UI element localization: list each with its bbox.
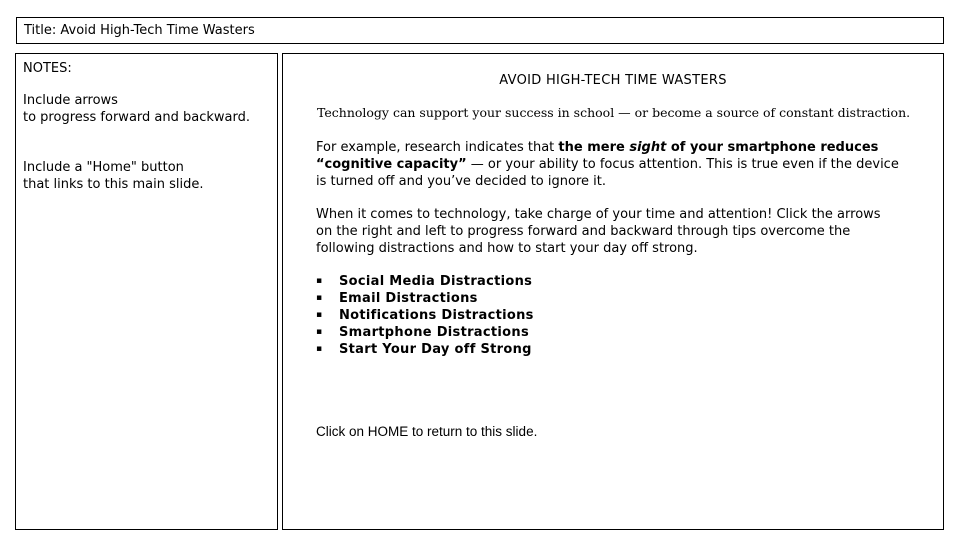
intro-text: Technology can support your success in school — or become a source of constant distraction. — [317, 105, 911, 120]
list-item: ▪ Start Your Day off Strong — [316, 342, 532, 357]
note-arrows: Include arrows to progress forward and backward. — [23, 93, 250, 125]
slide-content — [282, 53, 944, 530]
list-item: ▪ Smartphone Distractions — [316, 325, 529, 340]
instructions-paragraph: When it comes to technology, take charge of your time and attention! Click the arrows on the right and left to progress forward and backward through tips overcome the following distractions and how to start your day off strong. — [316, 207, 881, 256]
list-item: ▪ Notifications Distractions — [316, 308, 534, 323]
title-bar — [16, 17, 944, 44]
notes-panel — [15, 53, 278, 530]
list-item: ▪ Social Media Distractions — [316, 274, 533, 289]
home-instruction: Click on HOME to return to this slide. — [316, 424, 538, 439]
list-item: ▪ Email Distractions — [316, 291, 478, 306]
note-home-button: Include a "Home" button that links to this main slide. — [23, 160, 204, 192]
notes-label: NOTES: — [23, 61, 72, 76]
distraction-list — [316, 273, 534, 358]
slide-heading: AVOID HIGH-TECH TIME WASTERS — [499, 73, 727, 88]
page-title: Title: Avoid High-Tech Time Wasters — [24, 23, 255, 38]
research-paragraph: For example, research indicates that the mere sight of your smartphone reduces “cognitive capacity” — or your ability to focus attention. This is true even if the device is turned off and you’ve decided to ignore it. — [316, 140, 899, 189]
